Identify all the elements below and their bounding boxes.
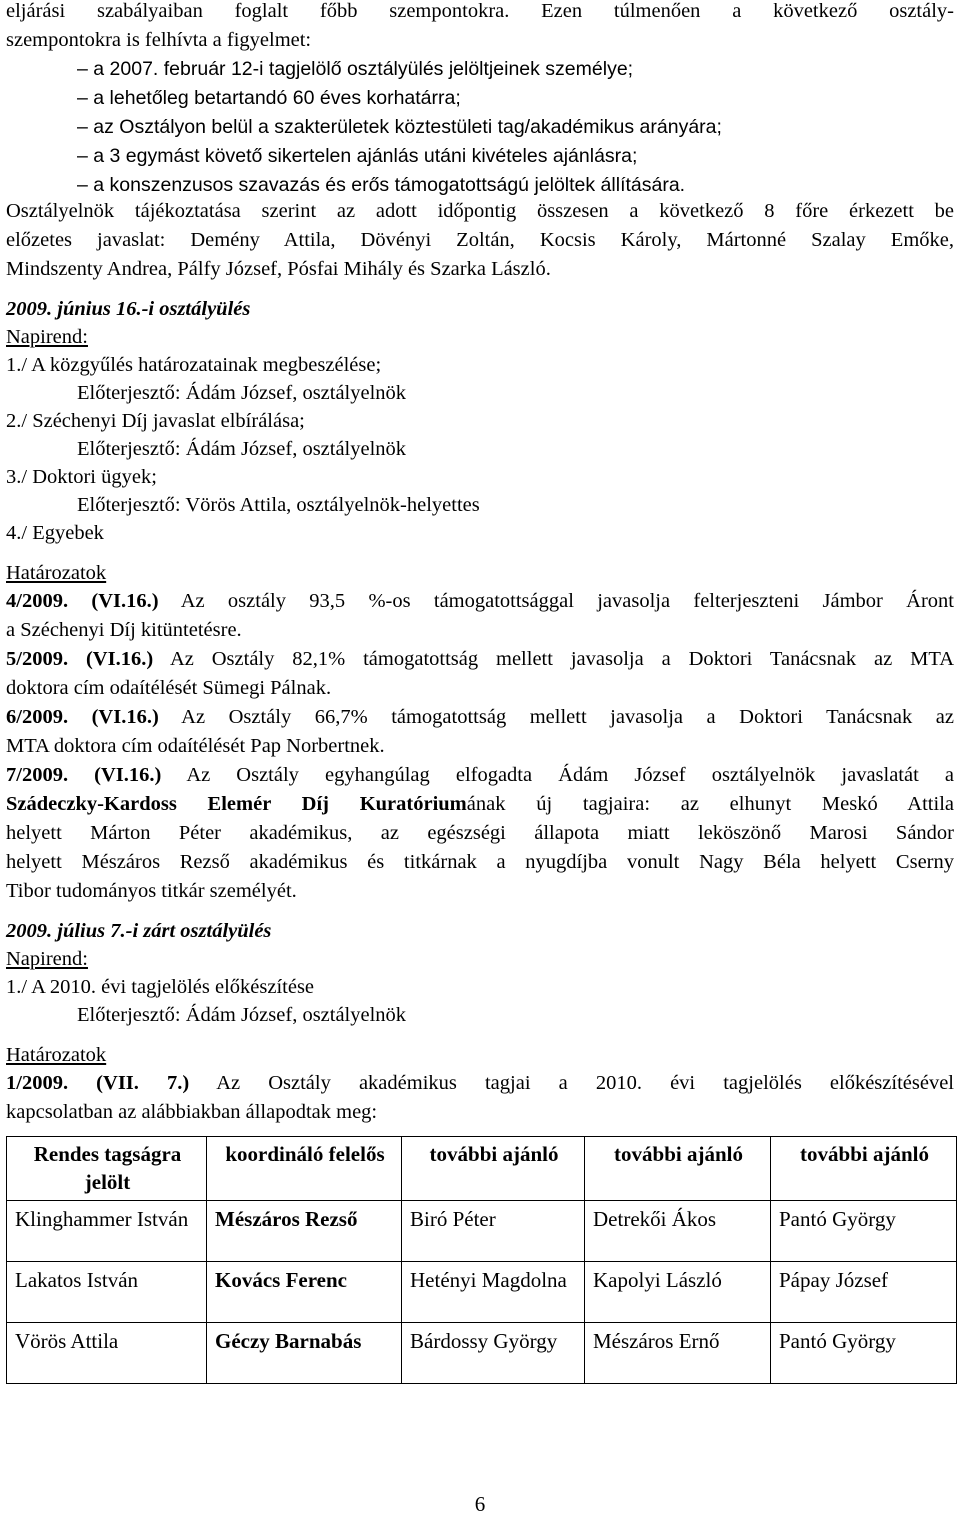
decision-line: 4/2009. (VI.16.) Az osztály 93,5 %-os támogatottsággal javasolja felterjeszteni Jámbor Áront [6,590,954,612]
table-header-cell: további ajánló [771,1137,957,1201]
decision-line: a Széchenyi Díj kitüntetésre. [6,619,242,641]
agenda-label: Napirend: [6,948,88,970]
table-header-cell: koordináló felelős [207,1137,402,1201]
decision-line: MTA doktora cím odaítélését Pap Norbertnek. [6,735,385,757]
agenda-item: 1./ A 2010. évi tagjelölés előkészítése [6,976,315,998]
bullet-item: – a lehetőleg betartandó 60 éves korhatárra; [77,87,461,109]
decision-line: helyett Mészáros Rezső akadémikus és titkárnak a nyugdíjba vonult Nagy Béla helyett Cserny [6,851,954,873]
table-cell: Mészáros Ernő [585,1323,771,1384]
table-header-cell: további ajánló [402,1137,585,1201]
table-cell: Kovács Ferenc [207,1262,402,1323]
decision-id: 5/2009. (VI.16.) [6,648,154,670]
dash-glyph: – [77,174,88,196]
table-cell: Mészáros Rezső [207,1201,402,1262]
decision-line: 1/2009. (VII. 7.) Az Osztály akadémikus tagjai a 2010. évi tagjelölés előkészítésével [6,1072,954,1094]
table-cell: Pantó György [771,1201,957,1262]
agenda-presenter: Előterjesztő: Vörös Attila, osztályelnök-helyettes [77,494,480,516]
agenda-item: 3./ Doktori ügyek; [6,466,157,488]
intro-line-1: eljárási szabályaiban foglalt főbb szempontokra. Ezen túlmenően a következő osztály- [6,0,954,22]
para-line: Mindszenty Andrea, Pálfy József, Pósfai Mihály és Szarka László. [6,258,551,280]
table-cell: Biró Péter [402,1201,585,1262]
decision-line: Tibor tudományos titkár személyét. [6,880,297,902]
decision-line: kapcsolatban az alábbiakban állapodtak meg: [6,1101,378,1123]
decision-line: doktora cím odaítélését Sümegi Pálnak. [6,677,332,699]
table-cell: Hetényi Magdolna [402,1262,585,1323]
table-cell: Pantó György [771,1323,957,1384]
table-row [7,1201,957,1262]
agenda-presenter: Előterjesztő: Ádám József, osztályelnök [77,382,407,404]
decision-line: helyett Márton Péter akadémikus, az egészségi állapota miatt leköszönő Marosi Sándor [6,822,954,844]
table-header-cell: további ajánló [585,1137,771,1201]
decisions-label: Határozatok [6,562,107,584]
agenda-presenter: Előterjesztő: Ádám József, osztályelnök [77,1004,407,1026]
decision-line: 6/2009. (VI.16.) Az Osztály 66,7% támogatottság mellett javasolja a Doktori Tanácsnak az [6,706,954,728]
table-header-row [7,1137,957,1201]
agenda-item: 4./ Egyebek [6,522,104,544]
table-cell: Lakatos István [7,1262,207,1323]
agenda-presenter: Előterjesztő: Ádám József, osztályelnök [77,438,407,460]
table-cell: Géczy Barnabás [207,1323,402,1384]
agenda-item: 2./ Széchenyi Díj javaslat elbírálása; [6,410,305,432]
para-line: Osztályelnök tájékoztatása szerint az adott időpontig összesen a következő 8 főre érkezett be [6,200,954,222]
bullet-item: – a 2007. február 12-i tagjelölő osztályülés jelöltjeinek személye; [77,58,634,80]
intro-line-2: szempontokra is felhívta a figyelmet: [6,29,312,51]
dash-glyph: – [77,58,88,80]
bullet-item: – az Osztályon belül a szakterületek köztestületi tag/akadémikus arányára; [77,116,722,138]
meeting-title: 2009. július 7.-i zárt osztályülés [6,920,272,942]
decision-line: 7/2009. (VI.16.) Az Osztály egyhangúlag elfogadta Ádám József osztályelnök javaslatát a [6,764,954,786]
table-cell: Pápay József [771,1262,957,1323]
decisions-label: Határozatok [6,1044,107,1066]
table-cell: Bárdossy György [402,1323,585,1384]
page-number: 6 [474,1492,486,1516]
agenda-item: 1./ A közgyűlés határozatainak megbeszélése; [6,354,382,376]
decision-id: 6/2009. (VI.16.) [6,706,159,728]
decision-id: 1/2009. (VII. 7.) [6,1072,190,1094]
table-header-cell: Rendes tagságra jelölt [7,1137,207,1201]
decision-bold-phrase: Szádeczky-Kardoss Elemér Díj Kuratórium [6,793,467,815]
para-line: előzetes javaslat: Demény Attila, Dövényi Zoltán, Kocsis Károly, Mártonné Szalay Emőke, [6,229,954,251]
dash-glyph: – [77,145,88,167]
table-cell: Detrekői Ákos [585,1201,771,1262]
bullet-item: – a 3 egymást követő sikertelen ajánlás utáni kivételes ajánlásra; [77,145,638,167]
dash-glyph: – [77,87,88,109]
dash-glyph: – [77,116,88,138]
table-cell: Vörös Attila [7,1323,207,1384]
decision-id: 7/2009. (VI.16.) [6,764,162,786]
meeting-title: 2009. június 16.-i osztályülés [6,298,251,320]
nomination-table [6,1136,957,1384]
table-cell: Klinghammer István [7,1201,207,1262]
decision-line: 5/2009. (VI.16.) Az Osztály 82,1% támogatottság mellett javasolja a Doktori Tanácsnak az MTA [6,648,954,670]
table-row [7,1262,957,1323]
table-row [7,1323,957,1384]
table-cell: Kapolyi László [585,1262,771,1323]
agenda-label: Napirend: [6,326,88,348]
decision-id: 4/2009. (VI.16.) [6,590,159,612]
decision-line: Szádeczky-Kardoss Elemér Díj Kuratóriumának új tagjaira: az elhunyt Meskó Attila [6,793,954,815]
bullet-item: – a konszenzusos szavazás és erős támogatottságú jelöltek állítására. [77,174,686,196]
